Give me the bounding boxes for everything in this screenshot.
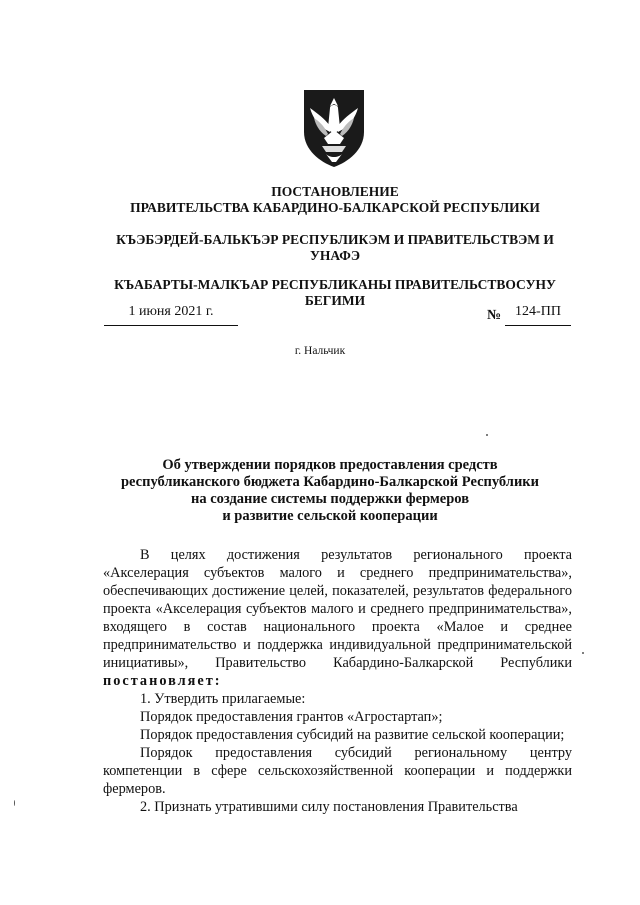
header-kabardian-line1: КЪЭБЭРДЕЙ-БАЛЬКЪЭР РЕСПУБЛИКЭМ И ПРАВИТЕЛЬСТВЭМ И xyxy=(116,232,554,247)
header-kabardian-line2: УНАФЭ xyxy=(309,248,361,263)
number-sign: № xyxy=(487,308,502,323)
header-government xyxy=(70,184,600,216)
title-line-3: на создание системы поддержки фермеров xyxy=(190,491,470,507)
title-line-4: и развитие сельской кооперации xyxy=(222,508,438,524)
coat-of-arms-icon xyxy=(300,88,368,168)
decree-body xyxy=(103,546,572,816)
intro-paragraph xyxy=(103,546,572,690)
item-1-grants: Порядок предоставления грантов «Агростартап»; xyxy=(140,709,443,725)
item-1-cooperation: Порядок предоставления субсидий на развитие сельской кооперации; xyxy=(140,727,565,743)
title-line-1: Об утверждении порядков предоставления средств xyxy=(162,457,498,473)
decree-date: 1 июня 2021 г. xyxy=(104,302,238,326)
header-balkar-line2: БЕГИМИ xyxy=(304,293,366,308)
item-1-competence-center: Порядок предоставления субсидий региональному центру компетенции в сфере сельскохозяйственной кооперации и поддержки фермеров. xyxy=(103,745,572,797)
scan-speck xyxy=(582,652,584,654)
scan-speck xyxy=(14,800,15,806)
city-label: г. Нальчик xyxy=(294,345,346,357)
intro-text: В целях достижения результатов регионального проекта «Акселерация субъектов малого и среднего предпринимательства», обеспечивающих достижение целей, показателей, результатов федерального проекта «Акселерация субъектов малого и среднего предпринимательства», входящего в состав национального проекта «Малое и среднее предпринимательство и поддержка индивидуальной предпринимательской инициативы», Правительство Кабардино-Балкарской Республики xyxy=(103,547,572,671)
item-2: 2. Признать утратившими силу постановления Правительства xyxy=(140,799,518,815)
scan-speck xyxy=(486,434,488,436)
title-line-2: республиканского бюджета Кабардино-Балкарской Республики xyxy=(120,474,540,490)
decree-title xyxy=(90,457,570,525)
header-decree-title: ПОСТАНОВЛЕНИЕ xyxy=(271,184,399,199)
decree-number: 124-ПП xyxy=(505,302,571,326)
header-kabardian xyxy=(70,232,600,264)
header-balkar-line1: КЪАБАРТЫ-МАЛКЪАР РЕСПУБЛИКАНЫ ПРАВИТЕЛЬСТВОСУНУ xyxy=(114,277,556,292)
item-1: 1. Утвердить прилагаемые: xyxy=(140,691,306,707)
resolves-word: постановляет: xyxy=(103,673,222,689)
header-government-name: ПРАВИТЕЛЬСТВА КАБАРДИНО-БАЛКАРСКОЙ РЕСПУБЛИКИ xyxy=(130,200,540,215)
